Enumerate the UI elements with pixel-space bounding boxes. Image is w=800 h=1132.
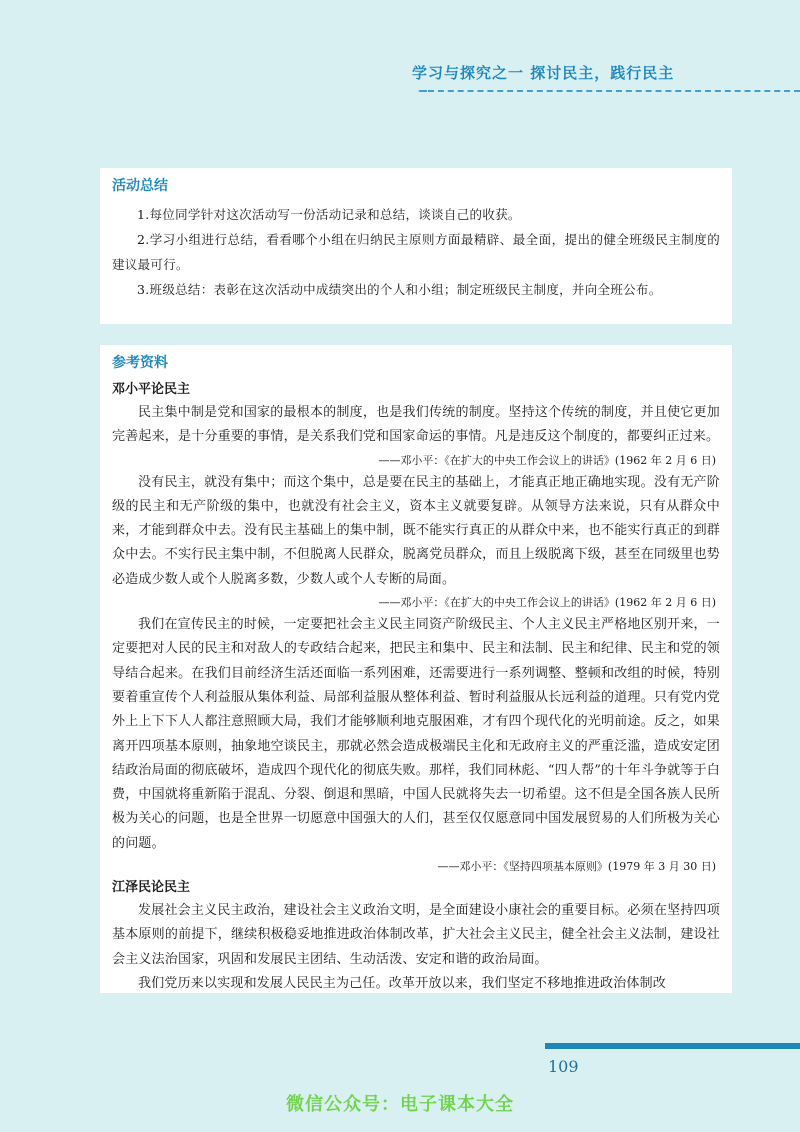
watermark-text: 微信公众号：电子课本大全 — [286, 1094, 514, 1115]
dashed-line — [428, 90, 800, 92]
deng-paragraph-2: 没有民主，就没有集中；而这个集中，总是要在民主的基础上，才能真正地正确地实现。没有无产阶级的民主和无产阶级的集中，也就没有社会主义，资本主义就要复辟。从领导方法来说，只有从群众中来，才能到群众中去。没有民主基础上的集中制，既不能实行真正的从群众中来，也不能实行真正的到群众中去。不实行民主集中制，不但脱离人民群众，脱离党员群众，而且上级脱离下级，甚至在同级里也势必造成少数人或个人脱离多数，少数人或个人专断的局面。 — [112, 474, 720, 587]
left-arrow-icon — [418, 90, 427, 92]
reference-material-box — [100, 345, 732, 993]
header-dashed-rule — [418, 90, 800, 92]
chapter-header-title: 学习与探究之一 探讨民主，践行民主 — [412, 64, 675, 82]
summary-item-1: 1.每位同学针对这次活动写一份活动记录和总结，谈谈自己的收获。 — [137, 207, 521, 222]
deng-citation-1: ——邓小平：《在扩大的中央工作会议上的讲话》(1962 年 2 月 6 日) — [378, 453, 716, 467]
activity-summary-title: 活动总结 — [112, 178, 168, 194]
activity-summary-box — [100, 168, 732, 324]
jiang-paragraph-1: 发展社会主义民主政治，建设社会主义政治文明，是全面建设小康社会的重要目标。必须在坚持四项基本原则的前提下，继续积极稳妥地推进政治体制改革，扩大社会主义民主，健全社会主义法制，建设社会主义法治国家，巩固和发展民主团结、生动活泼、安定和谐的政治局面。 — [112, 903, 720, 967]
jiang-paragraph-2: 我们党历来以实现和发展人民民主为己任。改革开放以来，我们坚定不移地推进政治体制改 — [138, 975, 667, 991]
deng-paragraph-1: 民主集中制是党和国家的最根本的制度，也是我们传统的制度。坚持这个传统的制度，并且使它更加完善起来，是十分重要的事情，是关系我们党和国家命运的事情。凡是违反这个制度的，都要纠正过来。 — [112, 405, 720, 445]
footer-bar — [545, 1043, 800, 1049]
page-number: 109 — [548, 1057, 579, 1076]
reference-material-title: 参考资料 — [112, 355, 168, 371]
summary-item-3: 3.班级总结：表彰在这次活动中成绩突出的个人和小组；制定班级民主制度，并向全班公布。 — [137, 282, 662, 297]
summary-item-2: 2.学习小组进行总结，看看哪个小组在归纳民主原则方面最精辟、最全面，提出的健全班级民主制度的建议最可行。 — [112, 232, 720, 272]
deng-citation-2: ——邓小平：《在扩大的中央工作会议上的讲话》(1962 年 2 月 6 日) — [378, 596, 716, 610]
jiang-section-heading: 江泽民论民主 — [112, 880, 191, 896]
deng-section-heading: 邓小平论民主 — [112, 382, 191, 397]
deng-paragraph-3: 我们在宣传民主的时候，一定要把社会主义民主同资产阶级民主、个人主义民主严格地区别开来，一定要把对人民的民主和对敌人的专政结合起来，把民主和集中、民主和法制、民主和纪律、民主和党的领导结合起来。在我们目前经济生活还面临一系列困难，还需要进行一系列调整、整顿和改组的时候，特别要着重宣传个人利益服从集体利益、局部利益服从整体利益、暂时利益服从长远利益的道理。只有党内党外上上下下人人都注意照顾大局，我们才能够顺利地克服困难，才有四个现代化的光明前途。反之，如果离开四项基本原则，抽象地空谈民主，那就必然会造成极端民主化和无政府主义的严重泛滥，造成安定团结政治局面的彻底破坏，造成四个现代化的彻底失败。那样，我们同林彪、“四人帮”的十年斗争就等于白费，中国就将重新陷于混乱、分裂、倒退和黑暗，中国人民就将失去一切希望。这不但是全国各族人民所极为关心的问题，也是全世界一切愿意中国强大的人们，甚至仅仅愿意同中国发展贸易的人们所极为关心的问题。 — [112, 617, 720, 851]
deng-citation-3: ——邓小平：《坚持四项基本原则》(1979 年 3 月 30 日) — [437, 860, 716, 874]
